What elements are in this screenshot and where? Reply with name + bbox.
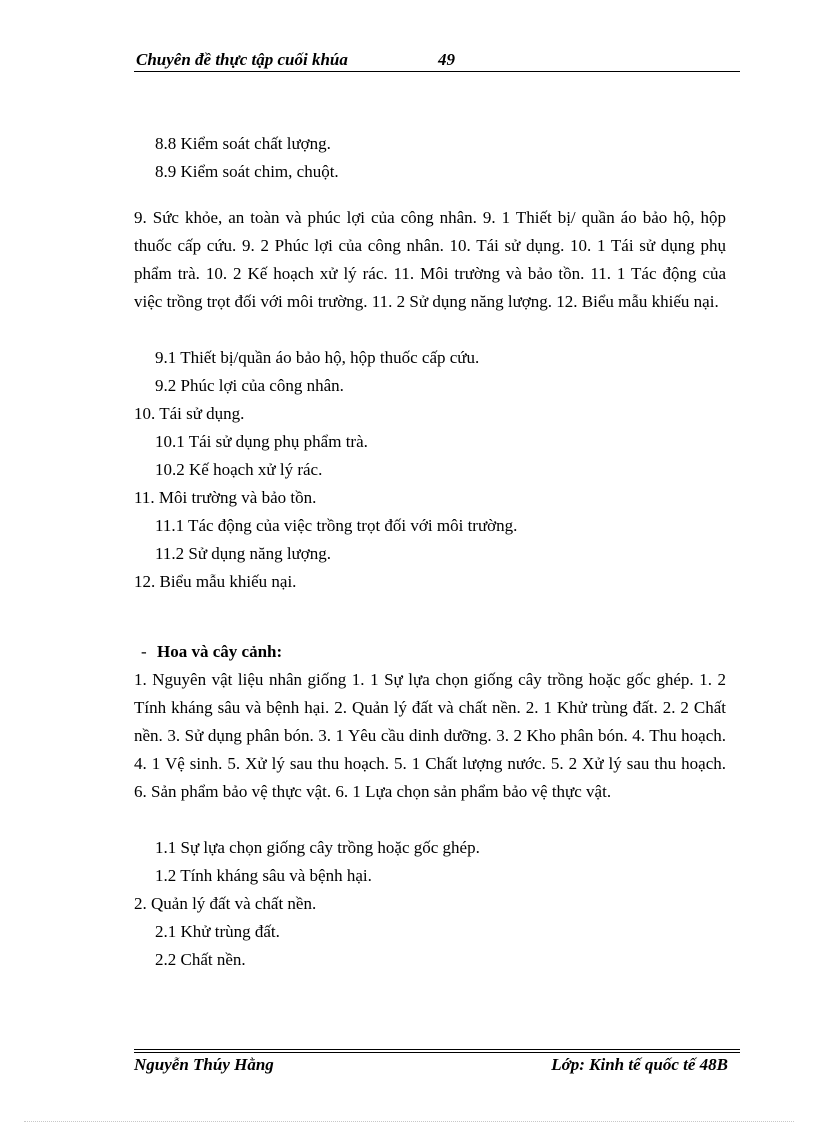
section-heading: Hoa và cây cảnh: bbox=[157, 642, 283, 661]
list-item: 11.1 Tác động của việc trồng trọt đối với môi trường. bbox=[155, 516, 518, 535]
page-edge bbox=[24, 1121, 794, 1122]
page-number: 49 bbox=[438, 50, 455, 69]
footer-divider bbox=[134, 1049, 740, 1050]
list-item: 2. Quản lý đất và chất nền. bbox=[134, 894, 317, 913]
list-item: 10. Tái sử dụng. bbox=[134, 404, 245, 423]
list-item: 2.1 Khử trùng đất. bbox=[155, 922, 280, 941]
list-item: 2.2 Chất nền. bbox=[155, 950, 246, 969]
class-label: Lớp: Kinh tế quốc tế 48B bbox=[551, 1055, 728, 1074]
author-name: Nguyễn Thúy Hằng bbox=[134, 1055, 274, 1074]
list-item: 8.9 Kiểm soát chim, chuột. bbox=[155, 162, 339, 181]
list-item: 9.2 Phúc lợi của công nhân. bbox=[155, 376, 344, 395]
list-item: 12. Biểu mẫu khiếu nại. bbox=[134, 572, 297, 591]
list-item: 1.2 Tính kháng sâu và bệnh hại. bbox=[155, 866, 372, 885]
list-item: 11.2 Sử dụng năng lượng. bbox=[155, 544, 332, 563]
list-item: 8.8 Kiểm soát chất lượng. bbox=[155, 134, 331, 153]
list-item: 11. Môi trường và bảo tồn. bbox=[134, 488, 317, 507]
list-item: 10.1 Tái sử dụng phụ phẩm trà. bbox=[155, 432, 368, 451]
list-item: 10.2 Kế hoạch xử lý rác. bbox=[155, 460, 323, 479]
list-item: 1.1 Sự lựa chọn giống cây trồng hoặc gốc ghép. bbox=[155, 838, 480, 857]
footer-divider bbox=[134, 1052, 740, 1053]
section-bullet: - bbox=[141, 642, 147, 661]
document-title: Chuyên đề thực tập cuối khúa bbox=[136, 50, 348, 69]
summary-paragraph: 9. Sức khỏe, an toàn và phúc lợi của công nhân. 9. 1 Thiết bị/ quần áo bảo hộ, hộp thuốc cấp cứu. 9. 2 Phúc lợi của công nhân. 10. Tái sử dụng. 10. 1 Tái sử dụng phụ phẩm trà. 10. 2 Kế hoạch xử lý rác. 11. Môi trường và bảo tồn. 11. 1 Tác động của việc trồng trọt đối với môi trường. 11. 2 Sử dụng năng lượng. 12. Biểu mẫu khiếu nại. bbox=[134, 208, 726, 311]
list-item: 9.1 Thiết bị/quần áo bảo hộ, hộp thuốc cấp cứu. bbox=[155, 348, 480, 367]
summary-paragraph: 1. Nguyên vật liệu nhân giống 1. 1 Sự lựa chọn giống cây trồng hoặc gốc ghép. 1. 2 Tính kháng sâu và bệnh hại. 2. Quản lý đất và chất nền. 2. 1 Khử trùng đất. 2. 2 Chất nền. 3. Sử dụng phân bón. 3. 1 Yêu cầu dinh dưỡng. 3. 2 Kho phân bón. 4. Thu hoạch. 4. 1 Vệ sinh. 5. Xử lý sau thu hoạch. 5. 1 Chất lượng nước. 5. 2 Xử lý sau thu hoạch. 6. Sản phẩm bảo vệ thực vật. 6. 1 Lựa chọn sản phẩm bảo vệ thực vật. bbox=[134, 670, 726, 801]
